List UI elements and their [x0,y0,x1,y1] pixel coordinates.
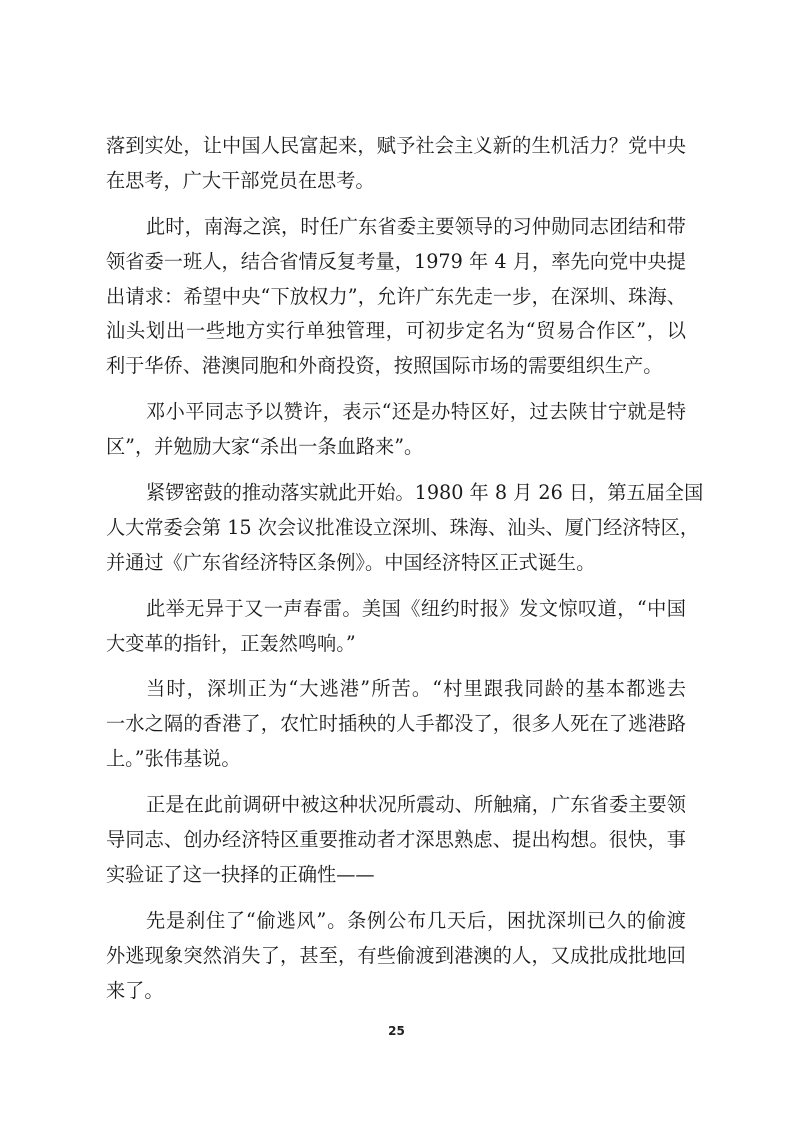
text-line: 出请求：希望中央“下放权力”，允许广东先走一步，在深圳、珠海、 [106,284,686,308]
paragraph-gap [106,581,686,592]
text-line: 此举无异于又一声春雷。美国《纽约时报》发文惊叹道，“中国 [146,596,686,620]
text-line: 上。”张伟基说。 [106,747,241,771]
text-line: 此时，南海之滨，时任广东省委主要领导的习仲勋同志团结和带 [146,214,686,238]
paragraph-gap [106,199,686,210]
text-line: 正是在此前调研中被这种状况所震动、所触痛，广东省委主要领 [146,793,686,817]
paragraph [106,210,686,384]
paragraph [106,129,686,199]
body-text [106,129,704,1008]
text-line: 实验证了这一抉择的正确性—— [106,862,375,886]
paragraph-gap [106,465,686,476]
text-line: 人大常委会第 15 次会议批准设立深圳、珠海、汕头、厦门经济特区， [106,515,700,539]
text-line: 领省委一班人，结合省情反复考量，1979 年 4 月，率先向党中央提 [106,249,686,273]
text-line: 区”，并勉励大家“杀出一条血路来”。 [106,435,424,459]
text-line: 落到实处，让中国人民富起来，赋予社会主义新的生机活力？党中央 [106,134,686,157]
text-line: 邓小平同志予以赞许，表示“还是办特区好，过去陕甘宁就是特 [146,400,686,424]
text-line: 先是刹住了“偷逃风”。条例公布几天后，困扰深圳已久的偷渡 [146,908,686,932]
text-line: 大变革的指针，正轰然鸣响。” [106,631,356,655]
page-number: 25 [388,1024,405,1038]
paragraph [106,788,686,893]
text-line: 外逃现象突然消失了，甚至，有些偷渡到港澳的人，又成批成批地回 [106,943,686,967]
paragraph-gap [106,384,686,395]
paragraph [106,672,686,777]
paragraph-gap [106,777,686,788]
text-line: 一水之隔的香港了，农忙时插秧的人手都没了，很多人死在了逃港路 [106,712,686,736]
text-line: 紧锣密鼓的推动落实就此开始。1980 年 8 月 26 日，第五届全国 [146,481,704,505]
text-line: 当时，深圳正为“大逃港”所苦。“村里跟我同龄的基本都逃去 [146,677,686,701]
paragraph [106,395,686,465]
paragraph [106,592,686,662]
text-line: 导同志、创办经济特区重要推动者才深思熟虑、提出构想。很快，事 [106,828,686,852]
paragraph-gap [106,893,686,904]
paragraph [106,904,686,1009]
text-line: 并通过《广东省经济特区条例》。中国经济特区正式诞生。 [106,550,596,574]
paragraph-gap [106,661,686,672]
text-line: 利于华侨、港澳同胞和外商投资，按照国际市场的需要组织生产。 [106,354,663,378]
text-line: 汕头划出一些地方实行单独管理，可初步定名为“贸易合作区”，以 [106,319,686,343]
text-line: 来了。 [106,978,164,1002]
paragraph [106,476,704,581]
text-line: 在思考，广大干部党员在思考。 [106,168,375,192]
